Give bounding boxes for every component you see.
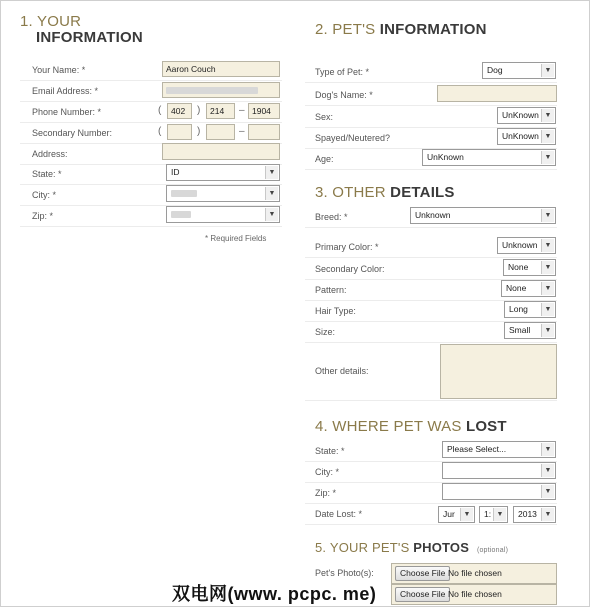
hair-type-row [305,300,557,322]
phone-row [20,101,282,123]
date-lost-row [305,503,557,525]
date-lost-label: Date Lost: * [315,509,363,519]
blurred-email [166,87,258,94]
hair-type-label: Hair Type: [315,306,356,316]
sex-row [305,106,557,128]
address-input[interactable] [162,143,280,160]
zip-label: Zip: * [32,211,54,221]
age-row [305,148,557,170]
section-number: 2. [315,21,328,38]
section-title-bold: DETAILS [390,184,455,201]
age-label: Age: [315,154,334,164]
pattern-row [305,279,557,301]
primary-color-row [305,236,557,258]
section-title-light: YOUR PET'S [329,540,410,555]
phone-area-input[interactable]: 402 [167,103,192,119]
primary-color-value: Unknown [502,240,538,250]
section-number: 5. [315,540,327,555]
secondary-color-label: Secondary Color: [315,264,385,274]
paren-close: ) [197,105,201,116]
breed-value: Unknown [415,210,451,220]
section-5-heading [315,540,508,555]
secondary-color-row [305,258,557,280]
state-select[interactable] [166,164,280,181]
chevron-down-icon: ▼ [541,130,554,143]
pet-type-select[interactable] [482,62,556,79]
section-title-light: YOUR [37,13,82,30]
phone-label: Phone Number: * [32,107,102,117]
section-title-bold: PHOTOS [413,540,470,555]
zip-select[interactable] [166,206,280,223]
state-row [20,163,282,185]
no-file-label: No file chosen [448,568,502,578]
primary-color-select[interactable] [497,237,556,254]
choose-file-button[interactable]: Choose File [395,566,450,581]
name-label: Your Name: * [32,65,86,75]
blurred-city [171,190,197,197]
month-select[interactable] [438,506,475,523]
section-title-bold: LOST [465,418,507,435]
breed-row [305,206,557,228]
required-fields-note: * Required Fields [205,234,267,243]
lost-zip-label: Zip: * [315,488,337,498]
watermark-cn: 双电网 [172,584,228,605]
phone-prefix-input[interactable]: 214 [206,103,235,119]
chevron-down-icon: ▼ [541,464,554,477]
section-number: 4. [315,418,328,435]
chevron-down-icon: ▼ [541,282,554,295]
state-label: State: * [32,169,62,179]
email-row [20,80,282,102]
year-value: 2013 [518,509,537,519]
pattern-select[interactable] [501,280,556,297]
pattern-value: None [506,283,527,293]
pet-type-label: Type of Pet: * [315,67,370,77]
section-title-light: OTHER [332,184,386,201]
day-select[interactable] [479,506,508,523]
chevron-down-icon: ▼ [541,485,554,498]
name-row [20,59,282,81]
section-4-heading [315,418,507,435]
phone-dash: – [239,105,245,116]
choose-file-button[interactable]: Choose File [395,587,450,602]
sex-value: UnKnown [502,110,539,120]
chevron-down-icon: ▼ [541,64,554,77]
pet-type-row [305,61,557,83]
section-title-light: PET'S [332,21,376,38]
chevron-down-icon: ▼ [265,187,278,200]
lost-zip-row [305,482,557,504]
optional-note: (optional) [476,547,509,554]
other-details-label: Other details: [315,366,369,376]
section-title-light: WHERE PET WAS [332,418,462,435]
spayed-row [305,127,557,149]
chevron-down-icon: ▼ [541,109,554,122]
age-select[interactable] [422,149,556,166]
lost-state-value: Please Select... [447,444,507,454]
spayed-select[interactable] [497,128,556,145]
size-select[interactable] [504,322,556,339]
secondary-color-value: None [508,262,529,272]
photos-label: Pet's Photo(s): [315,568,374,578]
lost-city-label: City: * [315,467,340,477]
watermark-text [172,580,376,606]
day-value: 1: [484,509,492,519]
size-label: Size: [315,327,336,337]
hair-type-select[interactable] [504,301,556,318]
chevron-down-icon: ▼ [460,508,473,521]
city-select[interactable] [166,185,280,202]
city-label: City: * [32,190,57,200]
spayed-value: UnKnown [502,131,539,141]
chevron-down-icon: ▼ [541,324,554,337]
email-input[interactable] [162,82,280,98]
section-number: 1. [20,13,33,30]
spayed-label: Spayed/Neutered? [315,133,391,143]
lost-state-row [305,440,557,462]
secondary-number-row [20,122,282,144]
lost-city-row [305,461,557,483]
year-select[interactable] [513,506,556,523]
watermark-latin: (www. pcpc. me) [227,584,377,604]
blurred-zip [171,211,191,218]
email-label: Email Address: * [32,86,99,96]
lost-state-label: State: * [315,446,345,456]
chevron-down-icon: ▼ [541,443,554,456]
no-file-label: No file chosen [448,589,502,599]
chevron-down-icon: ▼ [541,303,554,316]
section-number: 3. [315,184,328,201]
state-value: ID [171,167,180,177]
section-3-heading [315,184,455,201]
zip-row [20,205,282,227]
breed-label: Breed: * [315,212,348,222]
sex-label: Sex: [315,112,334,122]
secondary-number-label: Secondary Number: [32,128,113,138]
other-details-row [305,343,557,401]
pet-type-value: Dog [487,65,503,75]
chevron-down-icon: ▼ [541,261,554,274]
photo-file-input-1[interactable] [391,563,557,584]
chevron-down-icon: ▼ [541,508,554,521]
address-label: Address: [32,149,68,159]
chevron-down-icon: ▼ [541,239,554,252]
paren-open: ( [158,105,162,116]
secondary-area-input[interactable] [167,124,192,140]
paren-close: ) [197,126,201,137]
city-row [20,184,282,206]
chevron-down-icon: ▼ [541,151,554,164]
hair-type-value: Long [509,304,528,314]
dog-name-input[interactable] [437,85,557,102]
secondary-dash: – [239,126,245,137]
section-title-bold: INFORMATION [379,21,487,38]
size-row [305,321,557,343]
primary-color-label: Primary Color: * [315,242,379,252]
lost-state-select[interactable] [442,441,556,458]
chevron-down-icon: ▼ [265,166,278,179]
chevron-down-icon: ▼ [541,209,554,222]
name-input[interactable]: Aaron Couch [162,61,280,77]
secondary-prefix-input[interactable] [206,124,235,140]
section-1-heading [20,14,143,46]
secondary-line-input[interactable] [248,124,280,140]
lost-zip-select[interactable] [442,483,556,500]
chevron-down-icon: ▼ [493,508,506,521]
lost-city-select[interactable] [442,462,556,479]
pattern-label: Pattern: [315,285,347,295]
dog-name-label: Dog's Name: * [315,90,373,100]
photo-file-input-2[interactable] [391,584,557,605]
sex-select[interactable] [497,107,556,124]
paren-open: ( [158,126,162,137]
dog-name-row [305,84,557,106]
other-details-textarea[interactable] [440,344,557,399]
breed-select[interactable] [410,207,556,224]
age-value: UnKnown [427,152,464,162]
month-value: Jur [443,509,455,519]
phone-line-input[interactable]: 1904 [248,103,280,119]
section-title-bold: INFORMATION [36,29,143,46]
chevron-down-icon: ▼ [265,208,278,221]
size-value: Small [509,325,531,335]
section-2-heading [315,21,487,38]
address-row [20,143,282,165]
secondary-color-select[interactable] [503,259,556,276]
